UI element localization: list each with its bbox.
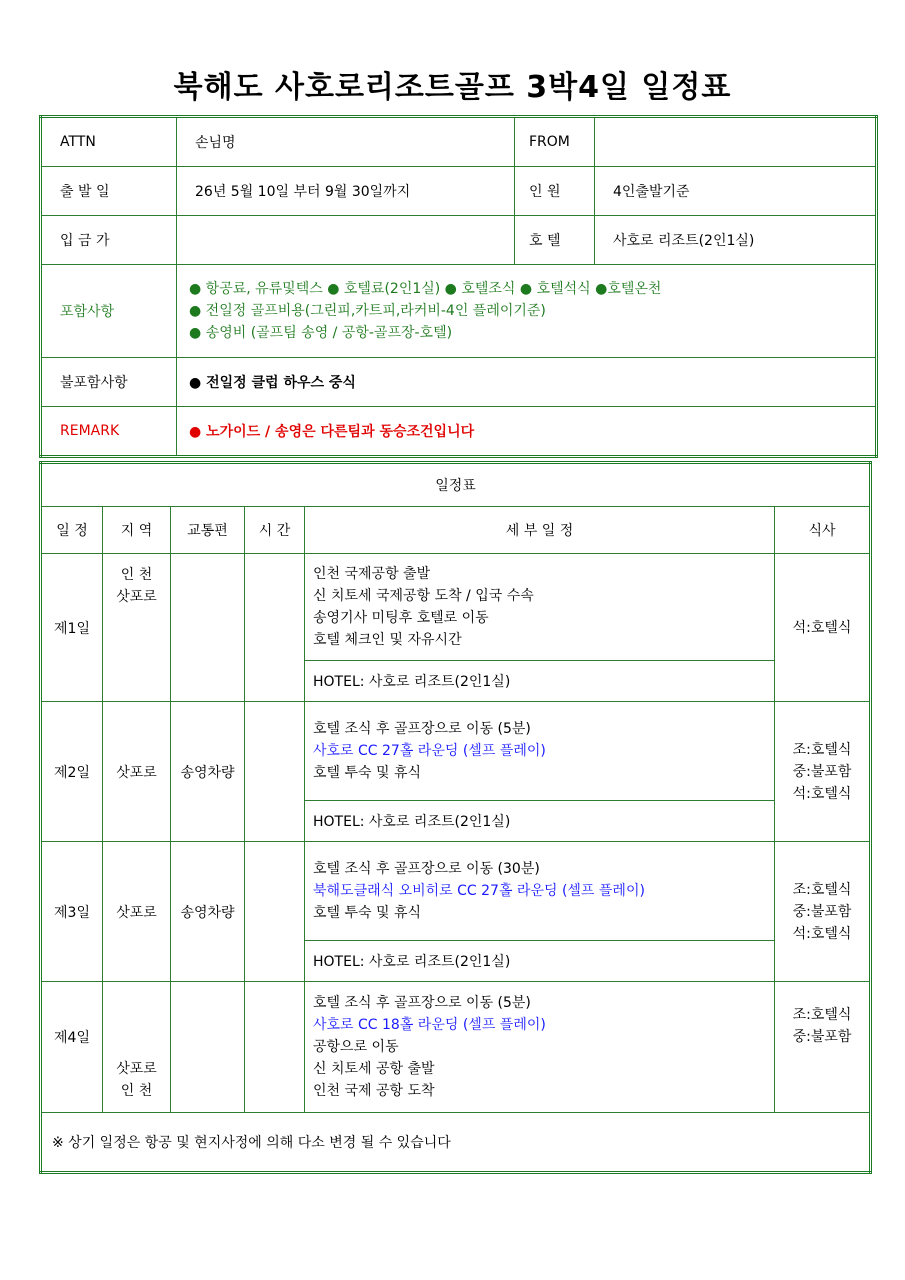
meal-line: 석:호텔식 (792, 925, 852, 942)
detail-line: 공항으로 이동 (313, 1039, 399, 1055)
meal-line: 조:호텔식 (792, 741, 852, 758)
table-row (41, 842, 871, 941)
include-line: ● 송영비 (골프팀 송영 / 공항-골프장-호텔) (189, 325, 453, 341)
note-row (41, 1113, 871, 1173)
region-cell: 삿포로 (103, 702, 171, 842)
remark-label: REMARK (41, 407, 177, 457)
include-row (41, 265, 877, 358)
remark-row (41, 407, 877, 457)
hotel-cell: HOTEL: 사호로 리조트(2인1실) (305, 661, 775, 702)
col-meal: 식사 (775, 507, 871, 554)
schedule-heading-row (41, 463, 871, 507)
include-line: ● 항공료, 유류및텍스 ● 호텔료(2인1실) ● 호텔조식 ● 호텔석식 ●호텔온천 (189, 281, 662, 297)
schedule-note: ※ 상기 일정은 항공 및 현지사정에 의해 다소 변경 될 수 있습니다 (41, 1113, 871, 1173)
price-value (177, 216, 515, 265)
page-title: 북해도 사호로리조트골프 3박4일 일정표 (173, 70, 732, 105)
region-cell (103, 982, 171, 1113)
schedule-header-row (41, 507, 871, 554)
detail-line: 사호로 CC 18홀 라운딩 (셀프 플레이) (313, 1017, 546, 1033)
meal-line: 중:불포함 (792, 763, 852, 780)
depart-label: 출 발 일 (41, 167, 177, 216)
detail-line: 호텔 투숙 및 휴식 (313, 905, 422, 921)
day-cell: 제2일 (41, 702, 103, 842)
details-cell (305, 842, 775, 941)
col-details: 세 부 일 정 (305, 507, 775, 554)
hotel-cell: HOTEL: 사호로 리조트(2인1실) (305, 801, 775, 842)
hotel-value: 사호로 리조트(2인1실) (595, 216, 877, 265)
detail-line: 송영기사 미팅후 호텔로 이동 (313, 610, 489, 626)
time-cell (245, 702, 305, 842)
region-line: 삿포로 (116, 589, 157, 605)
meal-cell (775, 982, 871, 1113)
meal-line: 조:호텔식 (792, 1007, 852, 1023)
col-region: 지 역 (103, 507, 171, 554)
detail-line: 사호로 CC 27홀 라운딩 (셀프 플레이) (313, 743, 546, 759)
detail-line: 호텔 투숙 및 휴식 (313, 765, 422, 781)
depart-row (41, 167, 877, 216)
details-cell (305, 982, 775, 1113)
details-cell (305, 554, 775, 661)
price-row (41, 216, 877, 265)
detail-line: 호텔 조식 후 골프장으로 이동 (30분) (313, 861, 540, 877)
people-value: 4인출발기준 (595, 167, 877, 216)
people-label: 인 원 (515, 167, 595, 216)
attn-row (41, 117, 877, 167)
time-cell (245, 554, 305, 702)
include-line: ● 전일정 골프비용(그린피,카트피,라커비-4인 플레이기준) (189, 303, 546, 319)
transport-cell: 송영차량 (171, 842, 245, 982)
price-label: 입 금 가 (41, 216, 177, 265)
exclude-label: 불포함사항 (41, 358, 177, 407)
meal-line: 석:호텔식 (792, 619, 852, 636)
time-cell (245, 842, 305, 982)
exclude-row (41, 358, 877, 407)
table-row (41, 982, 871, 1113)
time-cell (245, 982, 305, 1113)
detail-line: 호텔 조식 후 골프장으로 이동 (5분) (313, 721, 531, 737)
detail-line: 인천 국제 공항 도착 (313, 1083, 435, 1099)
meal-cell (775, 702, 871, 842)
region-line: 인 천 (120, 567, 153, 583)
hotel-cell: HOTEL: 사호로 리조트(2인1실) (305, 941, 775, 982)
table-row (41, 554, 871, 661)
meal-cell (775, 842, 871, 982)
detail-line: 신 치토세 국제공항 도착 / 입국 수속 (313, 588, 534, 604)
region-line: 인 천 (120, 1083, 153, 1099)
meal-cell (775, 554, 871, 702)
region-line: 삿포로 (116, 1061, 157, 1077)
meal-line: 석:호텔식 (792, 785, 852, 802)
transport-cell: 송영차량 (171, 702, 245, 842)
col-time: 시 간 (245, 507, 305, 554)
attn-value: 손님명 (177, 117, 515, 167)
detail-line: 인천 국제공항 출발 (313, 566, 431, 582)
meal-line: 중:불포함 (792, 1029, 852, 1045)
meal-line: 중:불포함 (792, 903, 852, 920)
day-cell: 제3일 (41, 842, 103, 982)
info-table (39, 115, 878, 458)
day-cell (41, 982, 103, 1113)
detail-line: 호텔 체크인 및 자유시간 (313, 632, 462, 648)
from-value (595, 117, 877, 167)
day-cell: 제1일 (41, 554, 103, 702)
schedule-table (39, 461, 872, 1174)
exclude-value: ● 전일정 클럽 하우스 중식 (177, 358, 877, 407)
region-cell (103, 554, 171, 702)
details-cell (305, 702, 775, 801)
transport-cell (171, 554, 245, 702)
from-label: FROM (515, 117, 595, 167)
col-transport: 교통편 (171, 507, 245, 554)
detail-line: 신 치토세 공항 출발 (313, 1061, 435, 1077)
detail-line: 북해도클래식 오비히로 CC 27홀 라운딩 (셀프 플레이) (313, 883, 645, 899)
schedule-heading: 일정표 (41, 463, 871, 507)
remark-value: ● 노가이드 / 송영은 다른팀과 동승조건입니다 (177, 407, 877, 457)
col-day: 일 정 (41, 507, 103, 554)
table-row (41, 702, 871, 801)
depart-value: 26년 5월 10일 부터 9월 30일까지 (177, 167, 515, 216)
day-label: 제4일 (54, 1030, 90, 1046)
meal-line: 조:호텔식 (792, 881, 852, 898)
region-cell: 삿포로 (103, 842, 171, 982)
detail-line: 호텔 조식 후 골프장으로 이동 (5분) (313, 995, 531, 1011)
include-value (177, 265, 877, 358)
attn-label: ATTN (41, 117, 177, 167)
transport-cell (171, 982, 245, 1113)
hotel-label: 호 텔 (515, 216, 595, 265)
include-label: 포함사항 (41, 265, 177, 358)
